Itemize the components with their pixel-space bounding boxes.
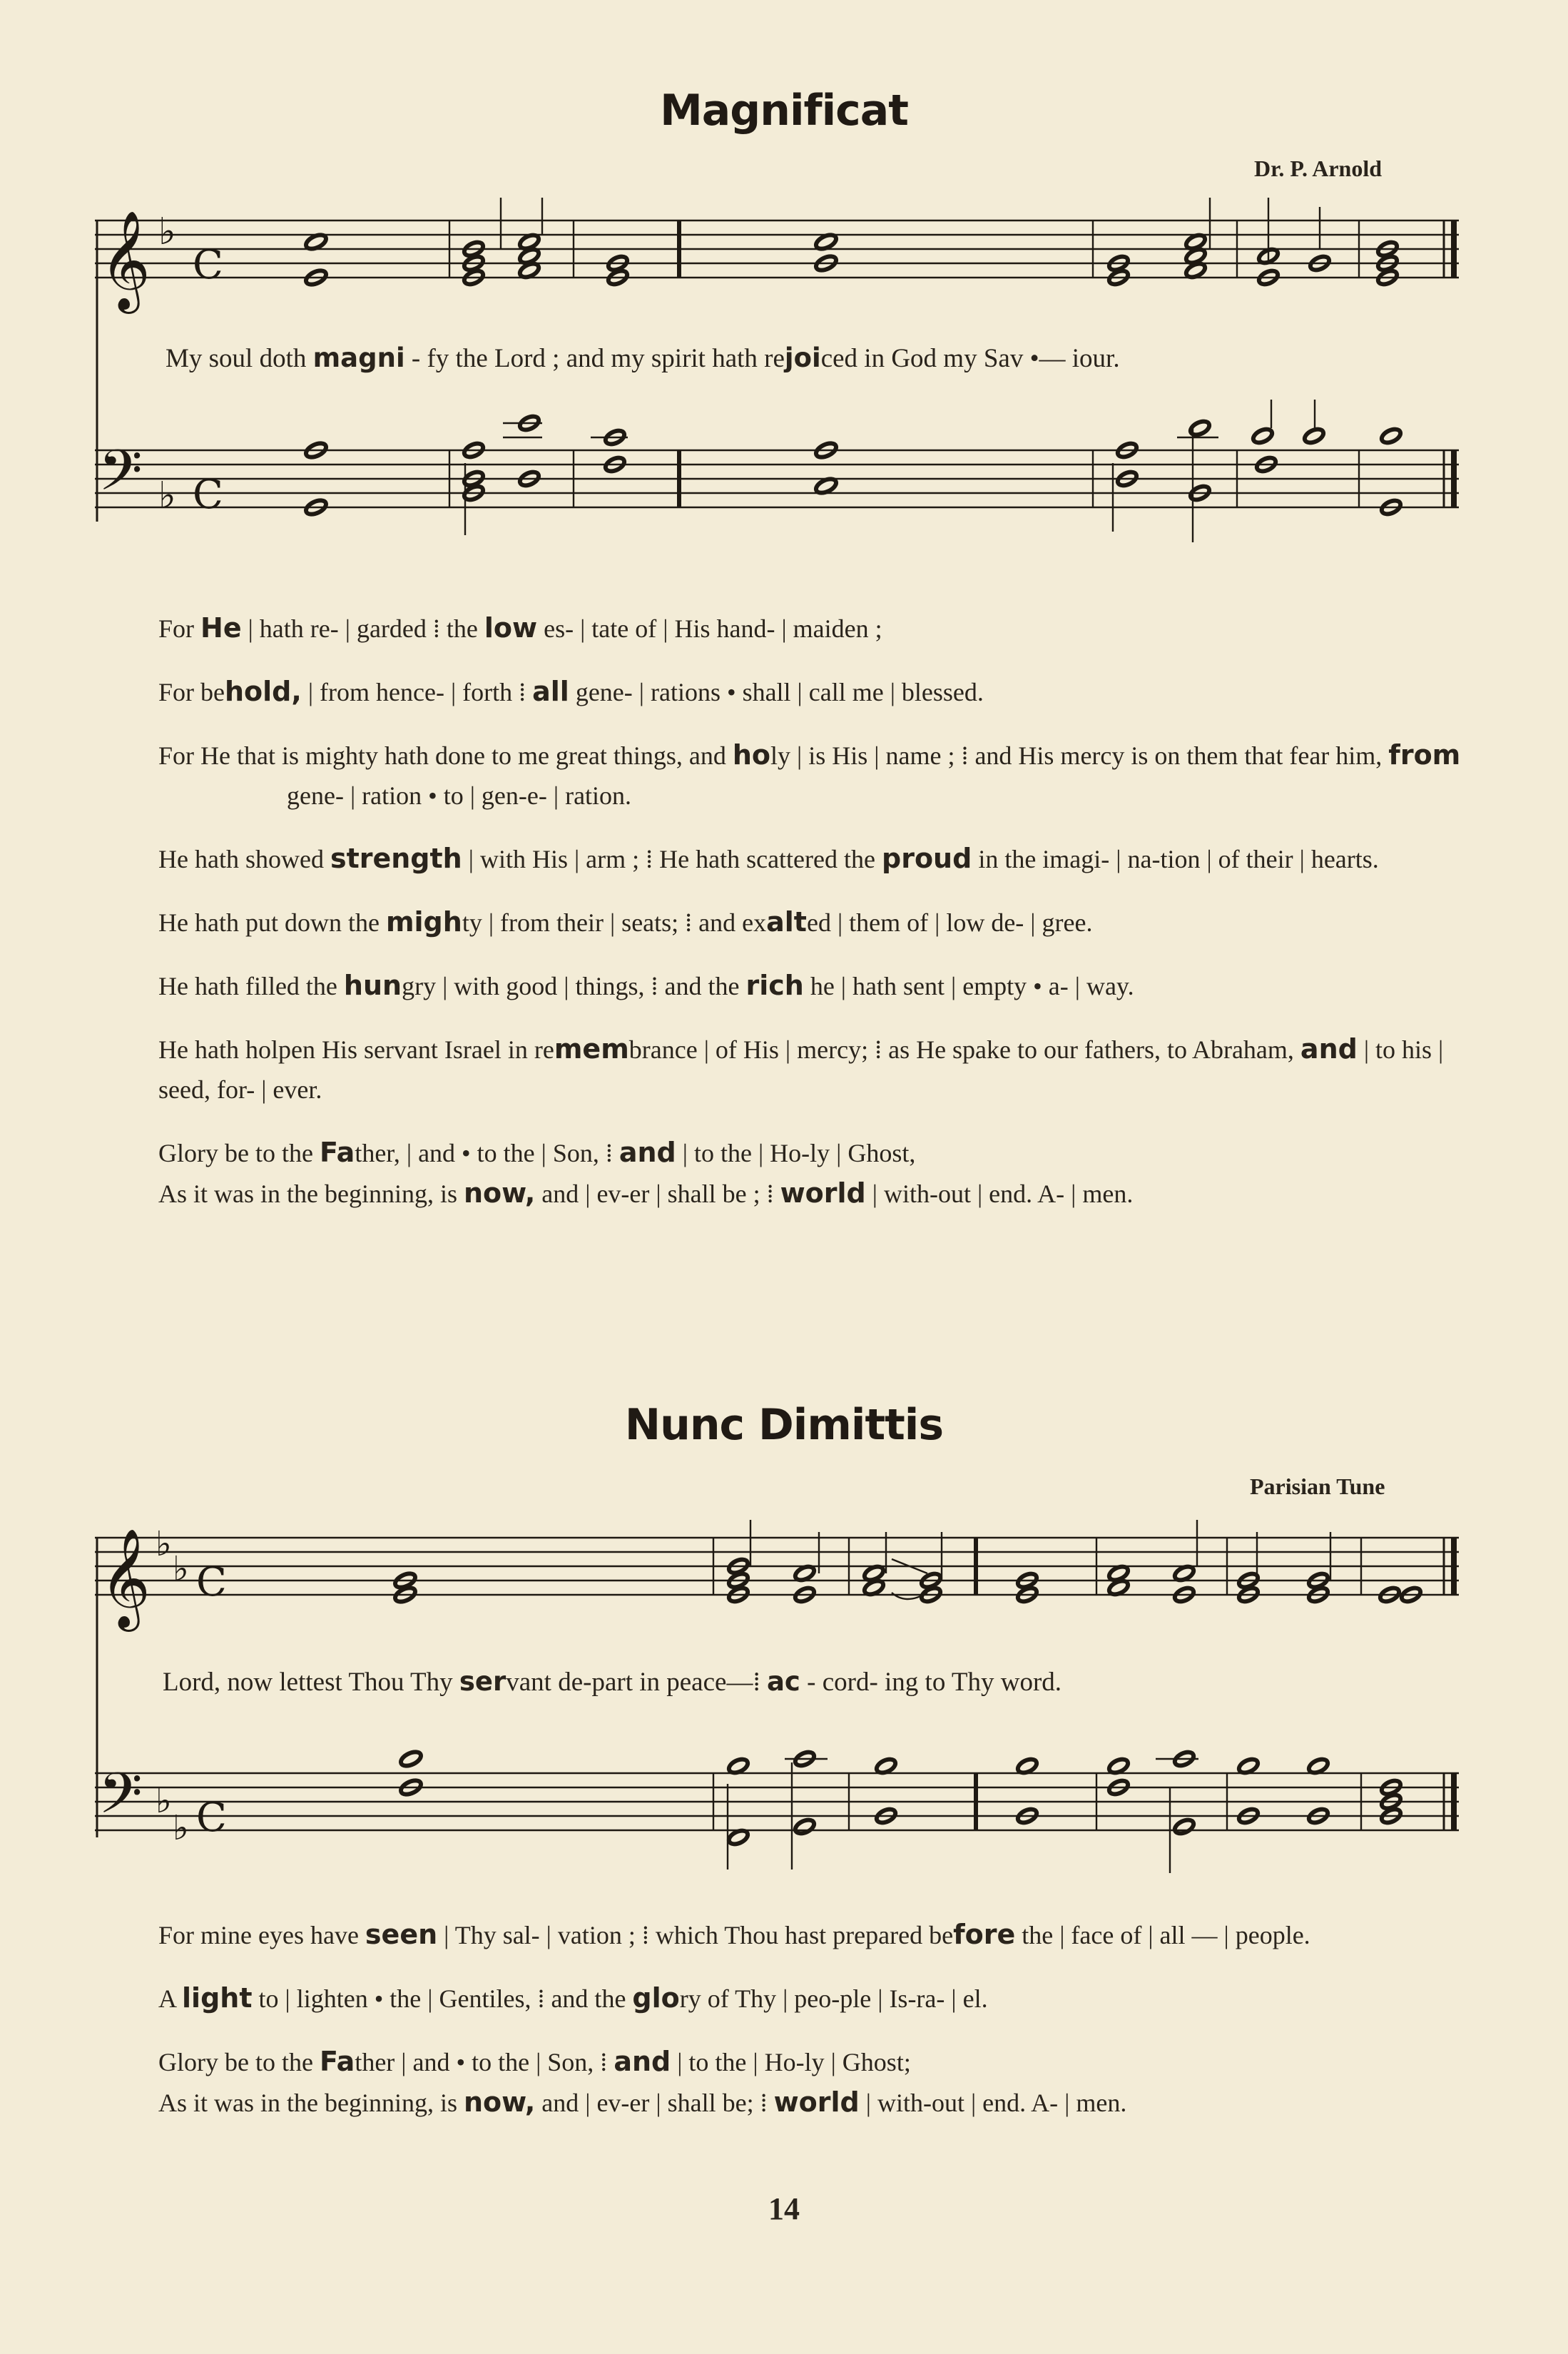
music-system-nunc-dimittis (0, 1427, 1568, 1998)
lyric-syllable: My soul doth (166, 344, 313, 373)
flat-sign-icon: ♭ (173, 1808, 189, 1848)
stressed-syllable: now, (463, 2086, 536, 2118)
svg-text:C: C (196, 1559, 227, 1605)
chant-verses-nunc-dimittis (158, 1914, 1464, 2146)
lyric-syllable: ser (459, 1666, 506, 1697)
lyric-syllable: Lord, now lettest Thou Thy (163, 1668, 459, 1697)
stressed-syllable: Fa (319, 1137, 355, 1168)
chant-verses-magnificat (158, 608, 1464, 1237)
chant-verse: A light to | lighten • the | Gentiles, ⁞ and the glory of Thy | peo-ple | Is-ra- | el. (158, 1982, 988, 2014)
chant-verse: He hath showed strength | with His | arm ; ⁞ He hath scattered the proud in the imagi- | na-tion | of their | hearts. (158, 843, 1379, 874)
stressed-syllable: from (1388, 739, 1461, 771)
flat-sign-icon: ♭ (158, 210, 176, 253)
stressed-syllable: mem (554, 1033, 629, 1065)
lyric-syllable: joi (784, 343, 821, 373)
flat-sign-icon: ♭ (173, 1549, 189, 1589)
chant-verse: For behold, | from hence- | forth ⁞ all gene- | rations • shall | call me | blessed. (158, 676, 984, 707)
lyric-syllable: vant de-part in peace—⁞ (506, 1668, 767, 1697)
stressed-syllable: proud (882, 843, 972, 874)
flat-sign-icon: ♭ (156, 1524, 172, 1564)
flat-sign-icon: ♭ (158, 475, 176, 517)
lyric-syllable: - cord- ing to Thy word. (800, 1668, 1062, 1697)
chant-verse: Glory be to the Father, | and • to the | Son, ⁞ and | to the | Ho-ly | Ghost, As it was in the beginning, is now, and | ev-er | shall be ; ⁞ world | with-out | end. A- | men. (158, 1137, 1134, 1209)
svg-text:C: C (193, 472, 223, 518)
stressed-syllable: all (532, 676, 569, 707)
stressed-syllable: ho (732, 739, 771, 771)
lyric-syllable: magni (312, 343, 405, 373)
stressed-syllable: hun (343, 970, 402, 1001)
chant-verse: He hath holpen His servant Israel in remembrance | of His | mercy; ⁞ as He spake to our fathers, to Abraham, and | to his | seed, for- | ever. (158, 1033, 1444, 1104)
chant-verse: Glory be to the Father | and • to the | Son, ⁞ and | to the | Ho-ly | Ghost; As it was in the beginning, is now, and | ev-er | shall be; ⁞ world | with-out | end. A- | men. (158, 2046, 1127, 2118)
page-title-nunc-dimittis: Nunc Dimittis (624, 1400, 944, 1450)
chant-verse: He hath filled the hungry | with good | things, ⁞ and the rich he | hath sent | empty • a- | way. (158, 970, 1134, 1001)
page-number: 14 (768, 2191, 800, 2226)
chant-verse: He hath put down the mighty | from their | seats; ⁞ and exalted | them of | low de- | gree. (158, 906, 1093, 938)
stressed-syllable: migh (385, 906, 462, 938)
stressed-syllable: rich (745, 970, 804, 1001)
music-system-magnificat (0, 0, 1568, 571)
chant-verse: For He that is mighty hath done to me great things, and holy | is His | name ; ⁞ and His mercy is on them that fear him, from gene- | ration • to | gen-e- | ration. (158, 739, 1461, 810)
stressed-syllable: He (200, 612, 242, 644)
treble-clef-icon: 𝄞 (100, 1528, 151, 1628)
svg-text:C: C (193, 242, 223, 288)
composer-credit-nunc-dimittis: Parisian Tune (1250, 1473, 1385, 1499)
lyric-syllable: ced in God my Sav •— iour. (820, 344, 1120, 373)
page-title-magnificat: Magnificat (660, 86, 908, 136)
stressed-syllable: seen (365, 1919, 438, 1950)
underlay-lyric-magnificat (166, 343, 1120, 374)
stressed-syllable: now, (463, 1177, 536, 1209)
stressed-syllable: hold, (225, 676, 302, 707)
lyric-syllable: ac (766, 1666, 800, 1697)
stressed-syllable: glo (632, 1982, 680, 2014)
stressed-syllable: light (182, 1982, 253, 2014)
stressed-syllable: world (780, 1177, 866, 1209)
stressed-syllable: low (484, 612, 538, 644)
lyric-syllable: - fy the Lord ; and my spirit hath re (404, 344, 785, 373)
bass-clef-icon: 𝄢 (98, 437, 143, 517)
svg-text:C: C (196, 1795, 227, 1841)
bass-clef-icon: 𝄢 (98, 1760, 143, 1840)
stressed-syllable: strength (330, 843, 462, 874)
stressed-syllable: alt (766, 906, 807, 938)
chant-verse: For mine eyes have seen | Thy sal- | vation ; ⁞ which Thou hast prepared before the | face of | all — | people. (158, 1919, 1310, 1950)
stressed-syllable: world (773, 2086, 860, 2118)
stressed-syllable: Fa (319, 2046, 355, 2077)
stressed-syllable: and (1300, 1033, 1358, 1065)
stressed-syllable: and (618, 1137, 676, 1168)
stressed-syllable: fore (953, 1919, 1016, 1950)
chant-verse: For He | hath re- | garded ⁞ the low es- | tate of | His hand- | maiden ; (158, 612, 882, 644)
treble-clef-icon: 𝄞 (100, 210, 151, 310)
composer-credit-magnificat: Dr. P. Arnold (1254, 156, 1383, 181)
underlay-lyric-nunc-dimittis (163, 1666, 1062, 1698)
stressed-syllable: and (614, 2046, 671, 2077)
flat-sign-icon: ♭ (156, 1781, 172, 1821)
